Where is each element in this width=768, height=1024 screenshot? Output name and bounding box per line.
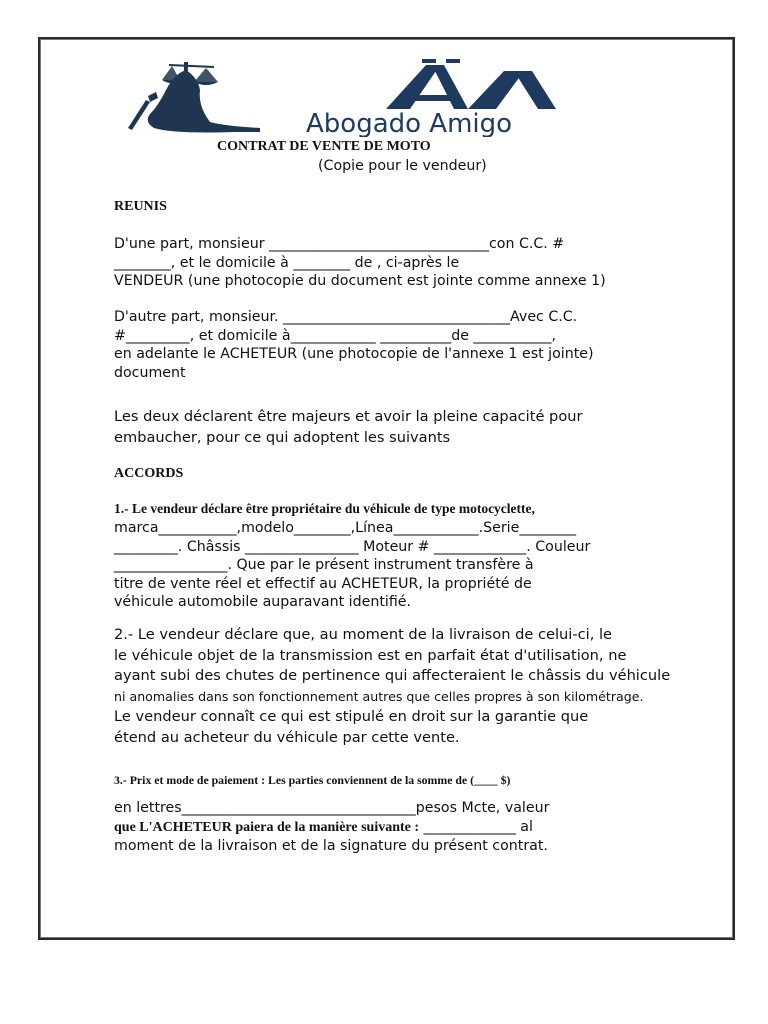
- party1-line: VENDEUR (une photocopie du document est jointe comme annexe 1): [114, 273, 606, 289]
- clause2-line: ni anomalies dans son fonctionnement autres que celles propres à son kilométrage.: [114, 688, 644, 704]
- clause2-line: le véhicule objet de la transmission est en parfait état d'utilisation, ne: [114, 646, 627, 664]
- party1-paragraph: [114, 235, 678, 291]
- party2-line: D'autre part, monsieur. ________________________________Avec C.C.: [114, 309, 578, 325]
- clause3-bold-text: que L'ACHETEUR paiera de la manière suivante :: [114, 819, 420, 835]
- justice-scales-logo: [114, 56, 264, 136]
- clause3-heading: 3.- Prix et mode de paiement : Les parties conviennent de la somme de (____ $): [114, 773, 511, 787]
- abogado-amigo-logo: [300, 55, 662, 137]
- clause3-line: [114, 818, 690, 838]
- reunis-heading: REUNIS: [114, 199, 167, 214]
- clause2-line: Le vendeur connaît ce qui est stipulé en droit sur la garantie que: [114, 708, 589, 725]
- party2-paragraph: [114, 308, 678, 382]
- party2-line: document: [114, 364, 186, 381]
- clause3-line: en lettres_________________________________pesos Mcte, valeur: [114, 800, 550, 816]
- accords-heading: ACCORDS: [114, 466, 184, 481]
- clause1-line: ________________. Que par le présent instrument transfère à: [114, 557, 534, 573]
- capacity-line: Les deux déclarent être majeurs et avoir la pleine capacité pour: [114, 408, 583, 425]
- capacity-paragraph: [114, 406, 678, 448]
- capacity-line: embaucher, pour ce qui adoptent les suivants: [114, 429, 451, 446]
- clause1-line: titre de vente réel et effectif au ACHETEUR, la propriété de: [114, 575, 532, 592]
- clause3-blank: _____________ al: [423, 818, 533, 835]
- document-title: CONTRAT DE VENTE DE MOTO: [217, 139, 431, 154]
- party1-line: ________, et le domicile à ________ de , ci-après le: [114, 254, 460, 271]
- clause3-paragraph: [114, 799, 690, 856]
- party2-line: #_________, et domicile à____________ __________de ___________,: [114, 327, 556, 344]
- clause2-line: 2.- Le vendeur déclare que, au moment de la livraison de celui-ci, le: [114, 626, 613, 643]
- clause2-line: étend au acheteur du véhicule par cette vente.: [114, 728, 460, 746]
- clause1-line: marca___________,modelo________,Línea____________.Serie________: [114, 520, 577, 536]
- clause2-paragraph: [114, 625, 690, 748]
- brand-name-text: Abogado Amigo: [306, 109, 513, 137]
- document-subtitle: (Copie pour le vendeur): [318, 158, 487, 174]
- clause3-line: moment de la livraison et de la signature du présent contrat.: [114, 838, 548, 854]
- party1-line: D'une part, monsieur _______________________________con C.C. #: [114, 236, 565, 252]
- clause1-paragraph: [114, 519, 678, 612]
- clause2-line: ayant subi des chutes de pertinence qui affecteraient le châssis du véhicule: [114, 667, 671, 684]
- party2-line: en adelante le ACHETEUR (une photocopie de l'annexe 1 est jointe): [114, 346, 594, 362]
- clause1-line: véhicule automobile auparavant identifié.: [114, 594, 412, 610]
- clause1-line: _________. Châssis ________________ Moteur # _____________. Couleur: [114, 538, 591, 555]
- clause1-heading: 1.- Le vendeur déclare être propriétaire du véhicule de type motocyclette,: [114, 501, 535, 516]
